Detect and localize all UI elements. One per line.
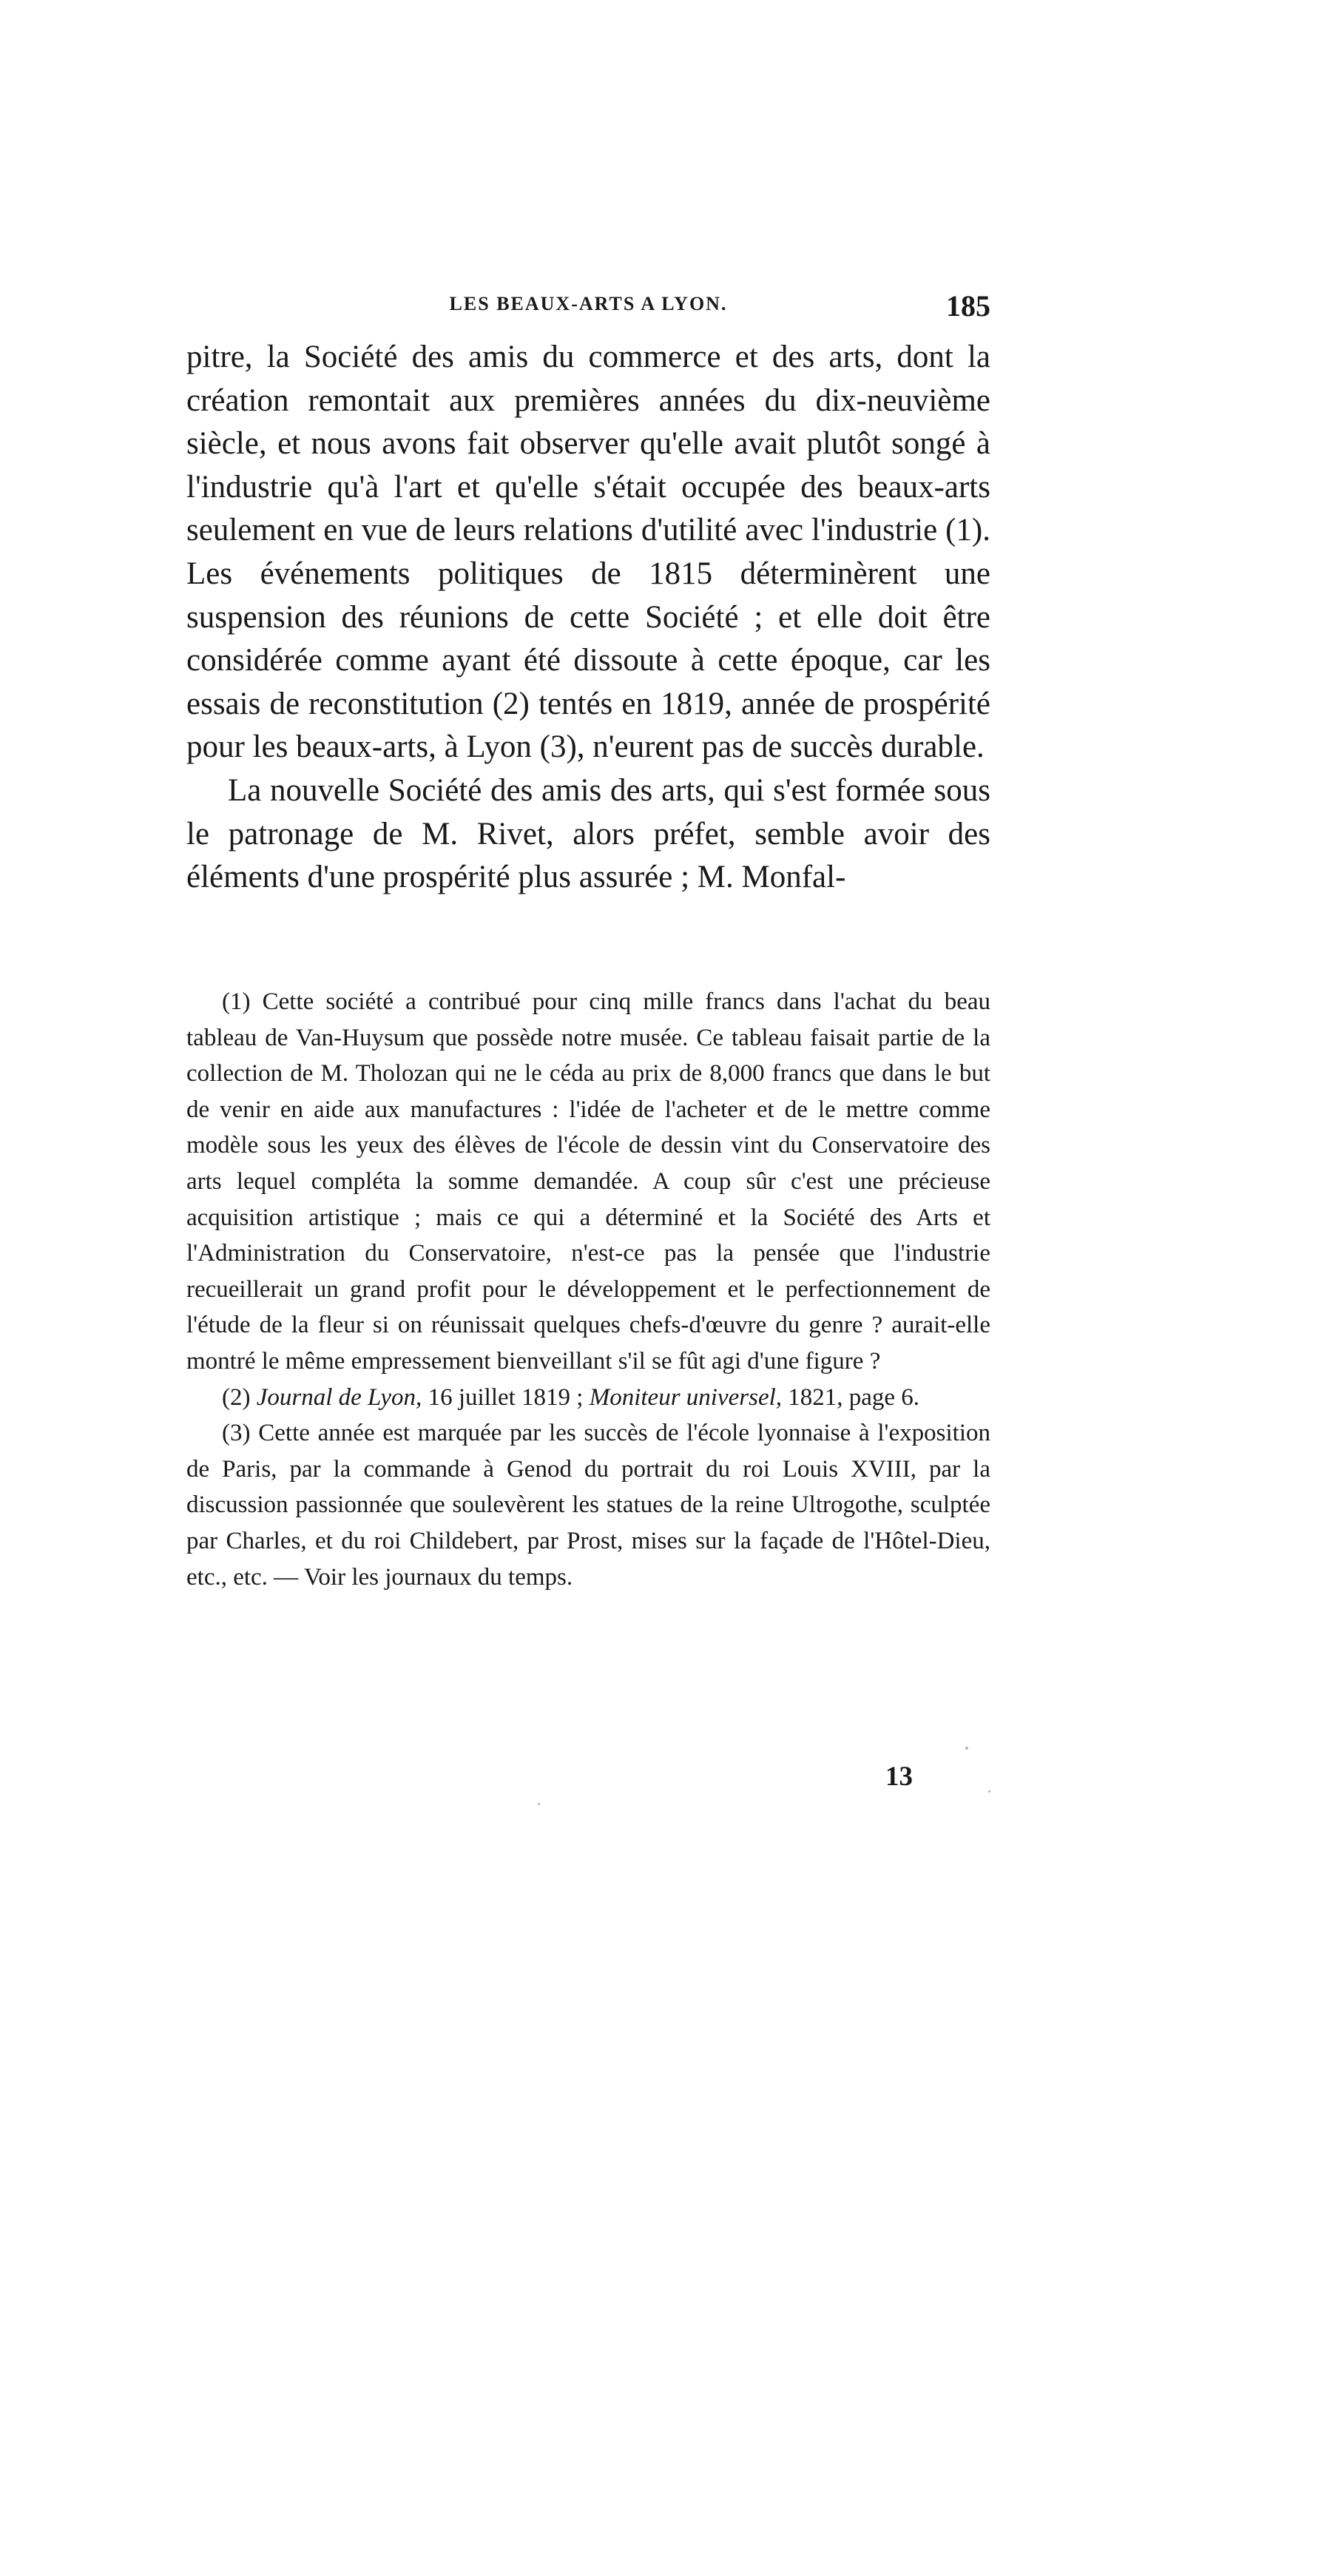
- paper-speck: [965, 1747, 968, 1750]
- footnote-2-moniteur: Moniteur universel,: [589, 1383, 783, 1411]
- footnotes: [186, 984, 990, 1595]
- page-number: 185: [946, 289, 990, 323]
- footnote-2-date: 16 juillet 1819 ;: [428, 1383, 584, 1411]
- main-text: [186, 336, 990, 900]
- footnote-2-marker: (2): [222, 1383, 251, 1411]
- footnote-2-page: 1821, page 6.: [788, 1383, 920, 1411]
- body-paragraph: pitre, la Société des amis du commerce et des arts, dont la création remontait aux premières années du dix-neuvième siècle, et nous avons fait observer qu'elle avait plutôt songé à l'industrie qu'à l'art et qu'elle s'était occupée des beaux-arts seulement en vue de leurs relations d'utilité avec l'industrie (1). Les événements politiques de 1815 déterminèrent une suspension des réunions de cette Société ; et elle doit être considérée comme ayant été dissoute à cette époque, car les essais de reconstitution (2) tentés en 1819, année de prospérité pour les beaux-arts, à Lyon (3), n'eurent pas de succès durable.: [186, 340, 990, 765]
- footnote-2-journal: Journal de Lyon,: [256, 1383, 422, 1411]
- body-paragraph: La nouvelle Société des amis des arts, qui s'est formée sous le patronage de M. Rivet, alors préfet, semble avoir des éléments d'une prospérité plus assurée ; M. Monfal-: [186, 772, 990, 895]
- signature-mark: 13: [885, 1761, 913, 1792]
- paper-speck: [988, 1790, 990, 1793]
- running-head: [186, 289, 990, 328]
- paper-speck: [538, 1803, 540, 1805]
- running-title: LES BEAUX-ARTS A LYON.: [449, 293, 728, 314]
- footnote-2: [186, 1380, 990, 1416]
- footnote-3: (3) Cette année est marquée par les succès de l'école lyonnaise à l'exposition de Paris, par la commande à Genod du portrait du roi Louis XVIII, par la discussion passionnée que soulevèrent les statues de la reine Ultrogothe, sculptée par Charles, et du roi Childebert, par Prost, mises sur la façade de l'Hôtel-Dieu, etc., etc. — Voir les journaux du temps.: [186, 1420, 990, 1591]
- footnote-1: (1) Cette société a contribué pour cinq mille francs dans l'achat du beau tableau de Van-Huysum que possède notre musée. Ce tableau faisait partie de la collection de M. Tholozan qui ne le céda au prix de 8,000 francs que dans le but de venir en aide aux manufactures : l'idée de l'acheter et de le mettre comme modèle sous les yeux des élèves de l'école de dessin vint du Conservatoire des arts lequel compléta la somme demandée. A coup sûr c'est une précieuse acquisition artistique ; mais ce qui a déterminé et la Société des Arts et l'Administration du Conservatoire, n'est-ce pas la pensée que l'industrie recueillerait un grand profit pour le développement et le perfectionnement de l'étude de la fleur si on réunissait quelques chefs-d'œuvre du genre ? aurait-elle montré le même empressement bienveillant s'il se fût agi d'une figure ?: [186, 988, 990, 1375]
